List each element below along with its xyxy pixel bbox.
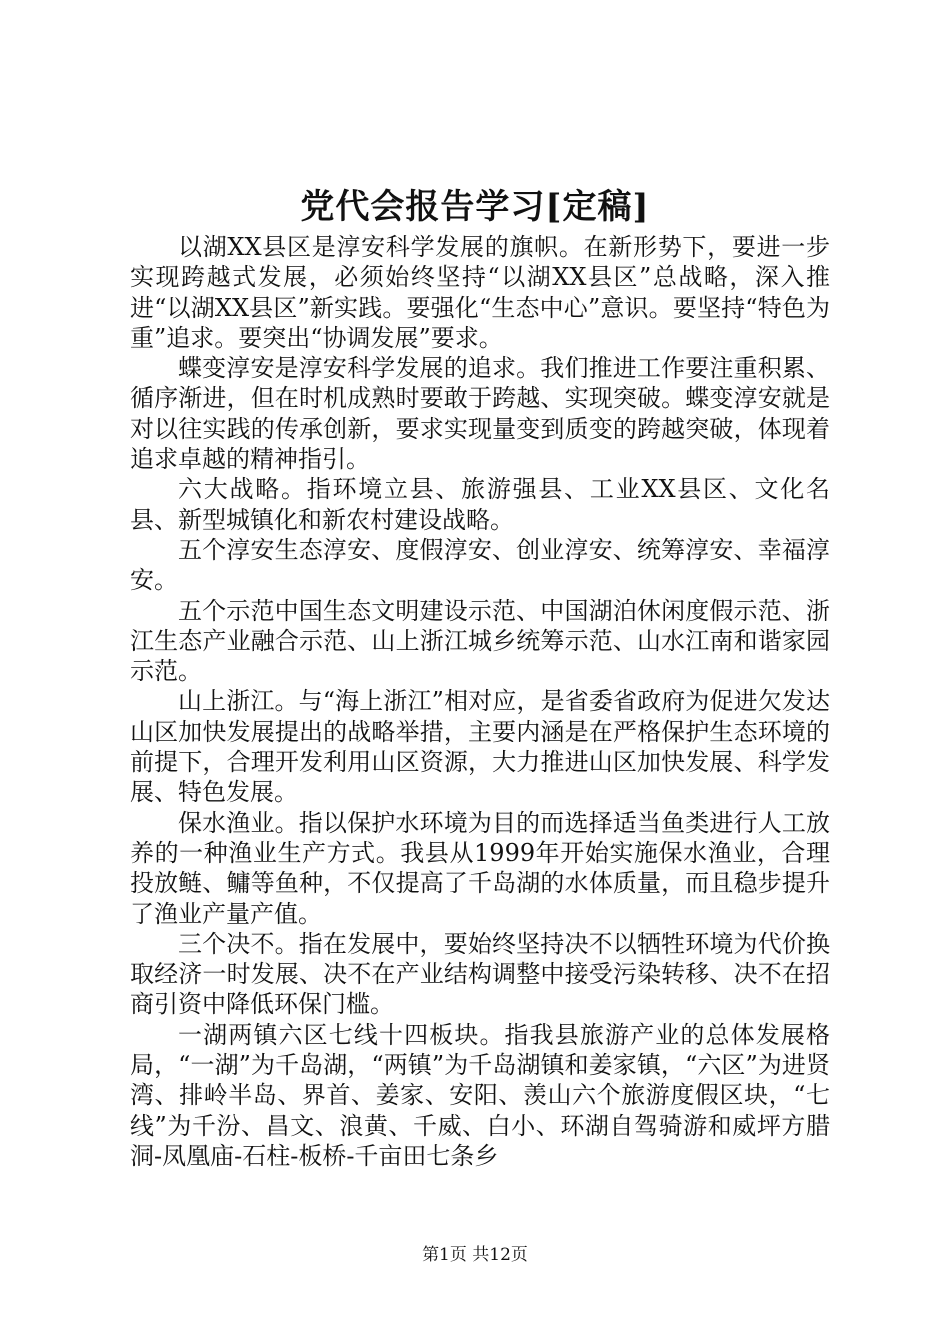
paragraph: 一湖两镇六区七线十四板块。指我县旅游产业的总体发展格局，“一湖”为千岛湖，“两镇”为千岛湖镇和姜家镇，“六区”为进贤湾、排岭半岛、界首、姜家、安阳、羡山六个旅游度假区块，“七线”为千汾、昌文、浪黄、千威、白小、环湖自驾骑游和威坪方腊洞-凤凰庙-石柱-板桥-千亩田七条乡 bbox=[130, 1020, 830, 1170]
paragraph: 保水渔业。指以保护水环境为目的而选择适当鱼类进行人工放养的一种渔业生产方式。我县从1999年开始实施保水渔业，合理投放鲢、鳙等鱼种，不仅提高了千岛湖的水体质量，而且稳步提升了渔业产量产值。 bbox=[130, 808, 830, 928]
paragraph: 五个淳安生态淳安、度假淳安、创业淳安、统筹淳安、幸福淳安。 bbox=[130, 535, 830, 595]
document-body bbox=[130, 232, 830, 1171]
paragraph: 以湖XX县区是淳安科学发展的旗帜。在新形势下，要进一步实现跨越式发展，必须始终坚持“以湖XX县区”总战略，深入推进“以湖XX县区”新实践。要强化“生态中心”意识。要坚持“特色为重”追求。要突出“协调发展”要求。 bbox=[130, 233, 830, 352]
page-title: 党代会报告学习[定稿] bbox=[300, 187, 650, 227]
paragraph: 五个示范中国生态文明建设示范、中国湖泊休闲度假示范、浙江生态产业融合示范、山上浙江城乡统筹示范、山水江南和谐家园示范。 bbox=[130, 596, 830, 686]
page-footer: 第1页 共12页 bbox=[422, 1245, 528, 1265]
paragraph: 三个决不。指在发展中，要始终坚持决不以牺牲环境为代价换取经济一时发展、决不在产业结构调整中接受污染转移、决不在招商引资中降低环保门槛。 bbox=[130, 929, 830, 1019]
paragraph: 六大战略。指环境立县、旅游强县、工业XX县区、文化名县、新型城镇化和新农村建设战略。 bbox=[130, 475, 830, 534]
paragraph: 山上浙江。与“海上浙江”相对应，是省委省政府为促进欠发达山区加快发展提出的战略举措，主要内涵是在严格保护生态环境的前提下，合理开发利用山区资源，大力推进山区加快发展、科学发展、特色发展。 bbox=[130, 687, 830, 807]
paragraph: 蝶变淳安是淳安科学发展的追求。我们推进工作要注重积累、循序渐进，但在时机成熟时要敢于跨越、实现突破。蝶变淳安就是对以往实践的传承创新，要求实现量变到质变的跨越突破，体现着追求卓越的精神指引。 bbox=[130, 354, 830, 474]
